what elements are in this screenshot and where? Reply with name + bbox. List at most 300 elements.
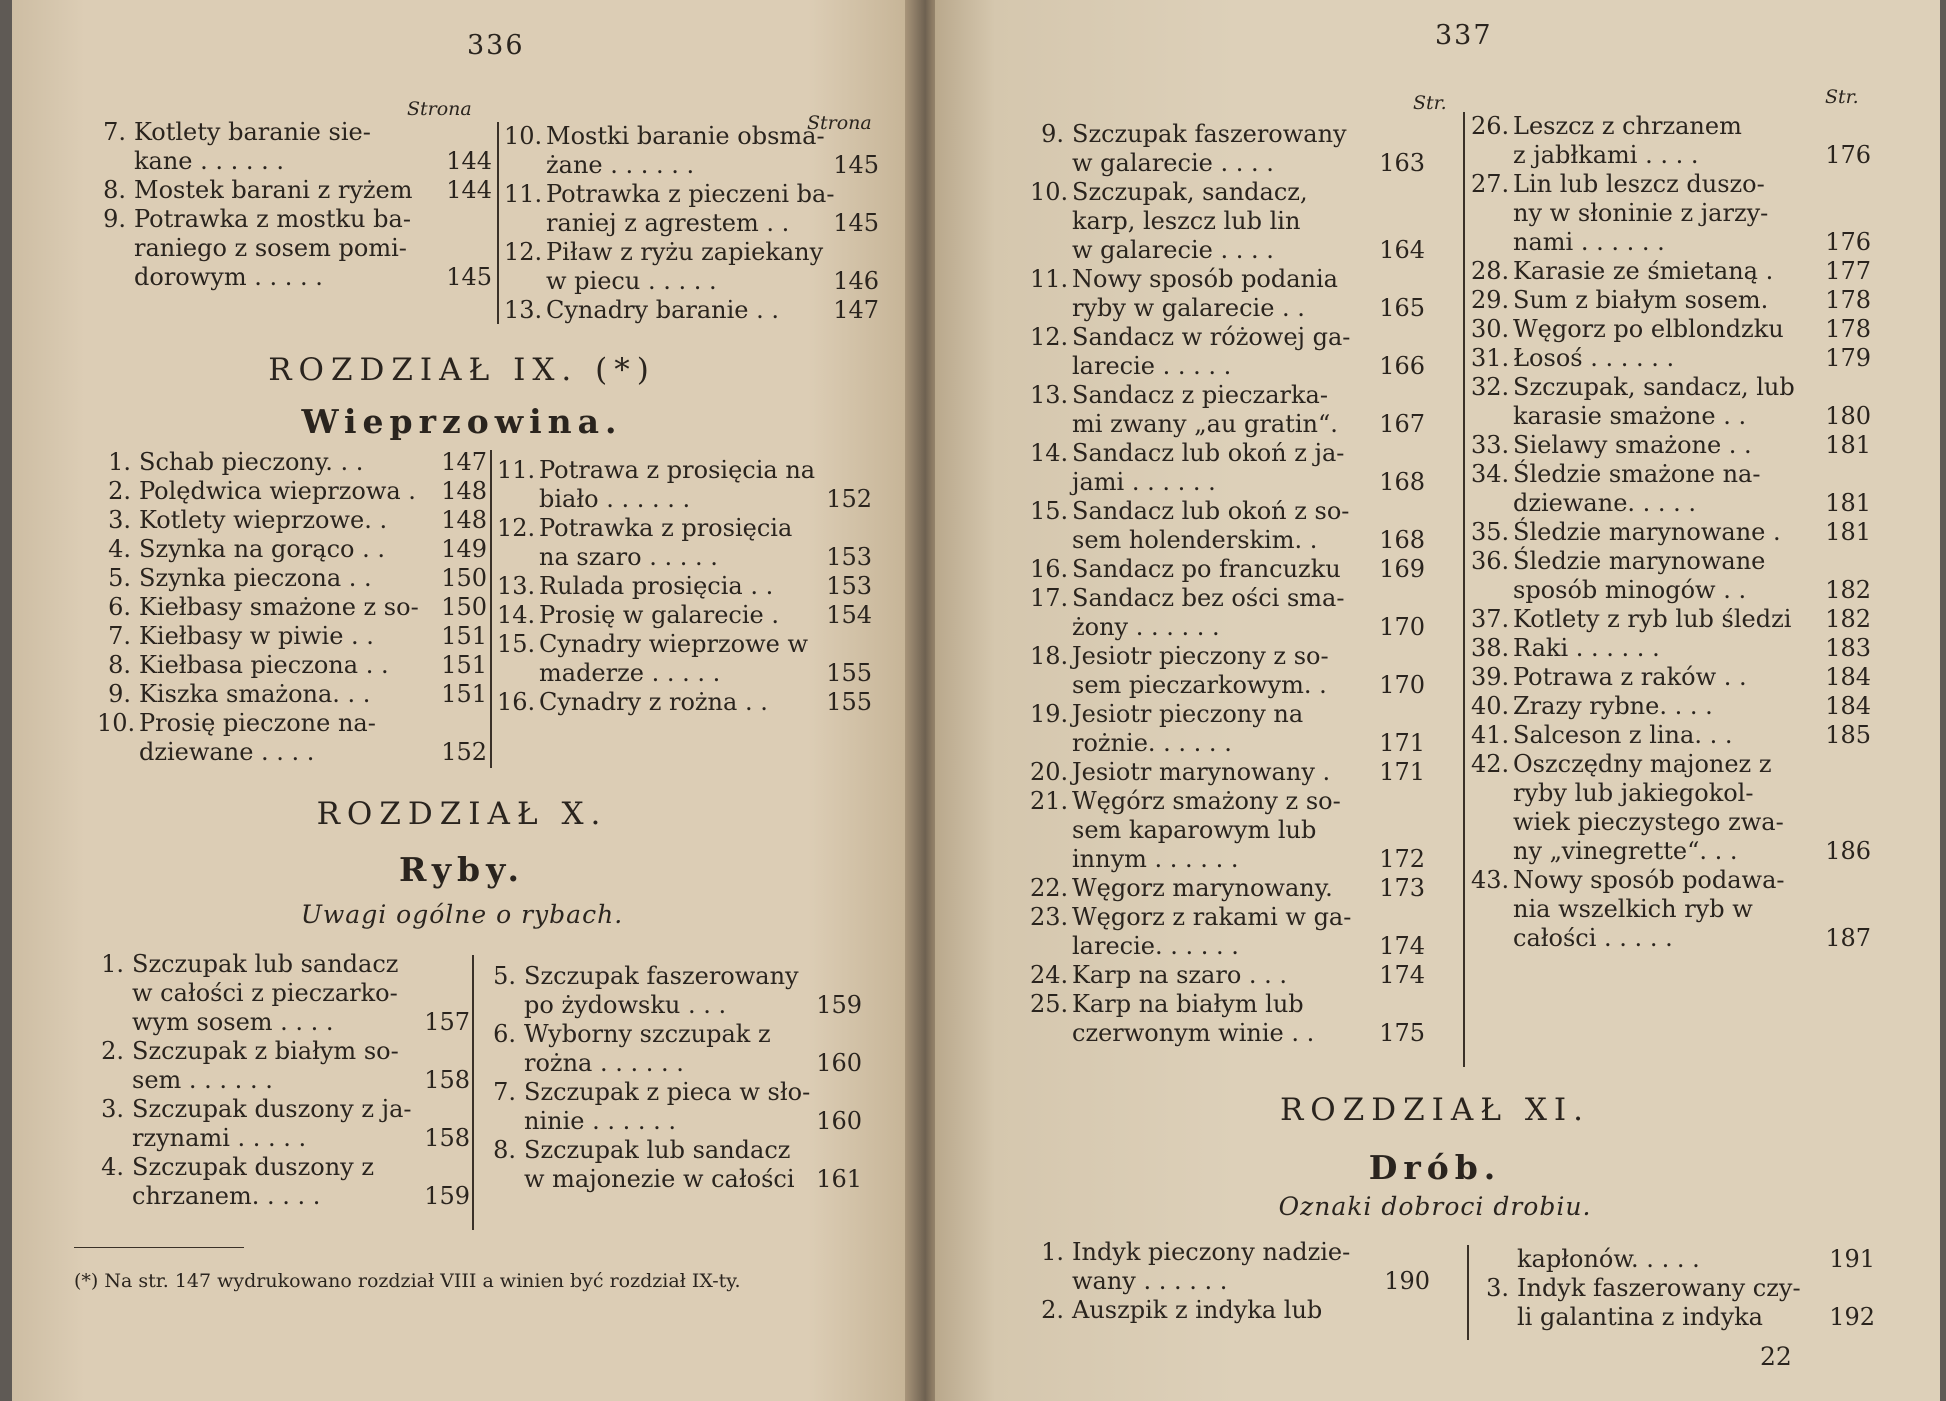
toc-entry-title: Wyborny szczupak z bbox=[524, 1020, 771, 1048]
toc-entry-title: mi zwany „au gratin“. bbox=[1072, 410, 1338, 438]
toc-entry-number bbox=[1030, 526, 1064, 555]
toc-entry-title: Sandacz z pieczarka- bbox=[1072, 381, 1328, 409]
toc-entry-title: Szczupak lub sandacz bbox=[524, 1136, 791, 1164]
toc-entry-number: 17. bbox=[1030, 584, 1069, 612]
toc-entry-number: 13. bbox=[497, 572, 536, 600]
toc-entry-number: 5. bbox=[108, 564, 131, 592]
toc-entry-number bbox=[97, 738, 131, 767]
toc-entry bbox=[1471, 315, 1871, 344]
toc-entry-title: karasie smażone . . bbox=[1513, 402, 1747, 430]
toc-entry-page: 174 bbox=[1379, 961, 1425, 989]
toc-entry-title: sem . . . . . . bbox=[132, 1066, 273, 1094]
toc-entry-number: 25. bbox=[1030, 990, 1069, 1018]
toc-entry-number: 4. bbox=[108, 535, 131, 563]
toc-entry-title: Prosię w galarecie . bbox=[539, 601, 779, 629]
toc-entry bbox=[1030, 381, 1425, 410]
toc-entry bbox=[90, 1066, 470, 1095]
toc-entry-page: 158 bbox=[424, 1124, 470, 1152]
toc-entry-page: 155 bbox=[826, 659, 872, 687]
toc-entry-number bbox=[482, 1049, 516, 1078]
toc-entry-title: rzynami . . . . . bbox=[132, 1124, 307, 1152]
toc-entry-page: 174 bbox=[1379, 932, 1425, 960]
toc-entry-number: 2. bbox=[108, 477, 131, 505]
toc-entry-title: Indyk faszerowany czy- bbox=[1517, 1274, 1801, 1302]
toc-entry bbox=[90, 1153, 470, 1182]
toc-entry-number: 16. bbox=[1030, 555, 1069, 583]
toc-entry bbox=[1471, 547, 1871, 576]
toc-entry-page: 169 bbox=[1379, 555, 1425, 583]
toc-entry-page: 191 bbox=[1829, 1245, 1875, 1273]
toc-entry-title: Lin lub leszcz duszo- bbox=[1513, 170, 1765, 198]
toc-entry bbox=[97, 738, 487, 767]
toc-entry-page: 192 bbox=[1829, 1303, 1875, 1331]
toc-entry-title: Cynadry wieprzowe w bbox=[539, 630, 808, 658]
toc-entry bbox=[482, 962, 862, 991]
toc-entry-title: Szczupak lub sandacz bbox=[132, 950, 399, 978]
toc-entry-number bbox=[1030, 149, 1064, 178]
toc-entry-number: 11. bbox=[497, 456, 536, 484]
toc-entry-number bbox=[1030, 729, 1064, 758]
toc-entry bbox=[1471, 808, 1871, 837]
toc-entry-title: czerwonym winie . . bbox=[1072, 1019, 1315, 1047]
toc-entry-title: Polędwica wieprzowa . bbox=[139, 477, 416, 505]
toc-entry-number: 3. bbox=[108, 506, 131, 534]
toc-entry-title: Potrawka z prosięcia bbox=[539, 514, 793, 542]
toc-entry bbox=[1030, 961, 1425, 990]
toc-entry bbox=[1030, 468, 1425, 497]
chapter-heading-xi: ROZDZIAŁ XI. bbox=[1279, 1092, 1591, 1128]
toc-entry-title: dziewane . . . . bbox=[139, 738, 315, 766]
toc-entry-page: 161 bbox=[816, 1165, 862, 1193]
column-header-strona: Strona bbox=[807, 112, 872, 134]
toc-entry bbox=[1475, 1303, 1875, 1332]
toc-entry bbox=[1030, 323, 1425, 352]
toc-entry-page: 151 bbox=[441, 622, 487, 650]
toc-entry bbox=[1471, 112, 1871, 141]
toc-entry-number bbox=[1030, 671, 1064, 700]
toc-entry bbox=[1030, 294, 1425, 323]
toc-entry bbox=[1471, 141, 1871, 170]
toc-entry-title: larecie . . . . . bbox=[1072, 352, 1232, 380]
column-header-str: Str. bbox=[1825, 86, 1859, 108]
toc-entry-page: 165 bbox=[1379, 294, 1425, 322]
column-divider bbox=[1463, 112, 1465, 1067]
toc-entry-page: 168 bbox=[1379, 526, 1425, 554]
toc-entry-title: w galarecie . . . . bbox=[1072, 149, 1274, 177]
toc-entry-title: Mostki baranie obsma- bbox=[546, 122, 825, 150]
toc-entry bbox=[504, 296, 879, 325]
toc-entry-page: 149 bbox=[441, 535, 487, 563]
toc-entry-number: 16. bbox=[497, 688, 536, 716]
toc-entry-page: 158 bbox=[424, 1066, 470, 1094]
toc-entry-title: Sandacz po francuzku bbox=[1072, 555, 1341, 583]
toc-entry-page: 184 bbox=[1825, 692, 1871, 720]
toc-entry-title: na szaro . . . . . bbox=[539, 543, 718, 571]
toc-entry-title: Leszcz z chrzanem bbox=[1513, 112, 1742, 140]
toc-entry bbox=[1030, 1238, 1430, 1267]
toc-entry-page: 159 bbox=[424, 1182, 470, 1210]
toc-entry-number: 36. bbox=[1471, 547, 1510, 575]
toc-entry-title: Potrawa z prosięcia na bbox=[539, 456, 816, 484]
toc-entry bbox=[1471, 866, 1871, 895]
toc-entry bbox=[1030, 990, 1425, 1019]
toc-entry-title: Karasie ze śmietaną . bbox=[1513, 257, 1774, 285]
toc-entry-title: w piecu . . . . . bbox=[546, 267, 717, 295]
toc-entry-title: Rulada prosięcia . . bbox=[539, 572, 774, 600]
toc-entry-number: 7. bbox=[493, 1078, 516, 1106]
toc-entry-number bbox=[92, 147, 126, 176]
column-divider bbox=[472, 955, 474, 1230]
toc-entry bbox=[97, 593, 487, 622]
toc-entry bbox=[1030, 236, 1425, 265]
toc-entry-page: 181 bbox=[1825, 489, 1871, 517]
right-page bbox=[935, 0, 1940, 1401]
toc-entry-title: sem pieczarkowym. . bbox=[1072, 671, 1327, 699]
toc-entry-number: 33. bbox=[1471, 431, 1510, 459]
toc-entry-number bbox=[482, 991, 516, 1020]
toc-entry-title: sposób minogów . . bbox=[1513, 576, 1747, 604]
chapter-title-ix: Wieprzowina. bbox=[301, 402, 623, 441]
toc-entry bbox=[504, 122, 879, 151]
toc-entry-page: 175 bbox=[1379, 1019, 1425, 1047]
toc-entry-number: 6. bbox=[108, 593, 131, 621]
toc-entry-title: Sandacz lub okoń z ja- bbox=[1072, 439, 1345, 467]
toc-entry-number: 43. bbox=[1471, 866, 1510, 894]
toc-entry bbox=[1471, 895, 1871, 924]
toc-entry-title: Szczupak, sandacz, lub bbox=[1513, 373, 1795, 401]
toc-entry-title: Auszpik z indyka lub bbox=[1072, 1296, 1323, 1324]
toc-entry-page: 144 bbox=[446, 147, 492, 175]
toc-entry-page: 166 bbox=[1379, 352, 1425, 380]
toc-entry-number bbox=[1471, 779, 1505, 808]
toc-entry bbox=[1030, 613, 1425, 642]
toc-entry-page: 173 bbox=[1379, 874, 1425, 902]
toc-entry-title: biało . . . . . . bbox=[539, 485, 691, 513]
toc-entry-page: 151 bbox=[441, 651, 487, 679]
toc-entry-title: Szczupak duszony z bbox=[132, 1153, 374, 1181]
toc-entry bbox=[497, 659, 872, 688]
toc-entry-page: 155 bbox=[826, 688, 872, 716]
toc-entry-title: Potrawka z mostku ba- bbox=[134, 205, 411, 233]
toc-entry-title: Szczupak z pieca w sło- bbox=[524, 1078, 811, 1106]
toc-entry bbox=[1030, 439, 1425, 468]
toc-entry-page: 167 bbox=[1379, 410, 1425, 438]
toc-entry-number: 29. bbox=[1471, 286, 1510, 314]
toc-entry bbox=[497, 514, 872, 543]
toc-entry-number: 11. bbox=[504, 180, 543, 208]
toc-entry bbox=[97, 477, 487, 506]
toc-entry bbox=[497, 572, 872, 601]
toc-entry-number: 12. bbox=[1030, 323, 1069, 351]
toc-entry-title: Szczupak duszony z ja- bbox=[132, 1095, 412, 1123]
toc-entry-number: 42. bbox=[1471, 750, 1510, 778]
toc-entry bbox=[504, 238, 879, 267]
chapter-title-x: Ryby. bbox=[399, 850, 525, 889]
toc-entry-number bbox=[497, 543, 531, 572]
toc-entry-page: 145 bbox=[446, 263, 492, 291]
toc-entry-number: 12. bbox=[497, 514, 536, 542]
toc-entry-page: 147 bbox=[441, 448, 487, 476]
signature-mark: 22 bbox=[1760, 1342, 1792, 1371]
toc-entry-page: 185 bbox=[1825, 721, 1871, 749]
toc-entry-number: 26. bbox=[1471, 112, 1510, 140]
toc-entry bbox=[92, 205, 492, 234]
toc-entry-number bbox=[1471, 837, 1505, 866]
toc-entry-title: Karp na szaro . . . bbox=[1072, 961, 1288, 989]
toc-entry bbox=[1030, 207, 1425, 236]
toc-entry-page: 180 bbox=[1825, 402, 1871, 430]
column-header-str: Str. bbox=[1413, 92, 1447, 114]
toc-entry bbox=[497, 630, 872, 659]
toc-column-ch10-4 bbox=[1471, 112, 1871, 953]
toc-entry bbox=[504, 209, 879, 238]
toc-entry-number: 11. bbox=[1030, 265, 1069, 293]
toc-entry-number bbox=[1471, 199, 1505, 228]
toc-entry-title: Sandacz bez ości sma- bbox=[1072, 584, 1345, 612]
toc-entry-title: Szczupak faszerowany bbox=[524, 962, 799, 990]
toc-entry bbox=[482, 1136, 862, 1165]
toc-entry-page: 153 bbox=[826, 572, 872, 600]
toc-entry bbox=[1030, 903, 1425, 932]
chapter-heading-ix: ROZDZIAŁ IX. (*) bbox=[268, 352, 656, 388]
toc-entry-number bbox=[1471, 895, 1505, 924]
toc-entry-page: 160 bbox=[816, 1049, 862, 1077]
toc-entry-number: 28. bbox=[1471, 257, 1510, 285]
toc-entry-number: 12. bbox=[504, 238, 543, 266]
toc-entry-title: Kotlety wieprzowe. . bbox=[139, 506, 388, 534]
toc-entry bbox=[92, 147, 492, 176]
toc-entry-page: 157 bbox=[424, 1008, 470, 1036]
toc-entry-title: kane . . . . . . bbox=[134, 147, 285, 175]
toc-entry-page: 184 bbox=[1825, 663, 1871, 691]
toc-entry-page: 160 bbox=[816, 1107, 862, 1135]
toc-entry-number: 19. bbox=[1030, 700, 1069, 728]
toc-entry bbox=[504, 151, 879, 180]
toc-entry-title: Jesiotr marynowany . bbox=[1072, 758, 1331, 786]
toc-entry bbox=[1471, 257, 1871, 286]
toc-entry-title: raniej z agrestem . . bbox=[546, 209, 790, 237]
toc-entry bbox=[1471, 373, 1871, 402]
toc-entry bbox=[504, 180, 879, 209]
toc-entry bbox=[1030, 352, 1425, 381]
column-divider bbox=[1467, 1245, 1469, 1340]
toc-entry-number: 22. bbox=[1030, 874, 1069, 902]
toc-entry-title: ryby lub jakiegokol- bbox=[1513, 779, 1754, 807]
toc-entry-title: Oszczędny majonez z bbox=[1513, 750, 1772, 778]
toc-entry-page: 181 bbox=[1825, 431, 1871, 459]
toc-entry-number bbox=[1030, 236, 1064, 265]
toc-entry bbox=[1471, 779, 1871, 808]
toc-entry bbox=[90, 1037, 470, 1066]
toc-column-ch11-1 bbox=[1030, 1238, 1430, 1325]
toc-entry-title: Sandacz lub okoń z so- bbox=[1072, 497, 1350, 525]
toc-entry-title: Węgorz marynowany. bbox=[1072, 874, 1333, 902]
toc-entry bbox=[504, 267, 879, 296]
toc-entry-number bbox=[92, 263, 126, 292]
toc-entry bbox=[97, 651, 487, 680]
toc-entry-number bbox=[1471, 924, 1505, 953]
toc-entry-page: 187 bbox=[1825, 924, 1871, 952]
toc-entry-number bbox=[1471, 489, 1505, 518]
toc-entry-page: 170 bbox=[1379, 671, 1425, 699]
toc-column-ch9-cont-2 bbox=[504, 122, 879, 325]
toc-entry-title: Szczupak z białym so- bbox=[132, 1037, 399, 1065]
toc-entry-page: 146 bbox=[833, 267, 879, 295]
toc-entry-number: 37. bbox=[1471, 605, 1510, 633]
toc-entry-title: Cynadry baranie . . bbox=[546, 296, 780, 324]
toc-entry-title: Sandacz w różowej ga- bbox=[1072, 323, 1351, 351]
toc-entry-title: Kiełbasa pieczona . . bbox=[139, 651, 389, 679]
toc-column-ch10-2 bbox=[482, 962, 862, 1194]
toc-entry bbox=[97, 622, 487, 651]
toc-entry bbox=[497, 543, 872, 572]
toc-entry bbox=[482, 991, 862, 1020]
toc-entry bbox=[1471, 721, 1871, 750]
toc-entry-number: 9. bbox=[1041, 120, 1064, 148]
toc-entry-number: 13. bbox=[504, 296, 543, 324]
toc-entry bbox=[1475, 1274, 1875, 1303]
toc-entry-number bbox=[497, 659, 531, 688]
toc-entry bbox=[1030, 932, 1425, 961]
toc-entry-number: 10. bbox=[504, 122, 543, 150]
chapter-note-xi: Oznaki dobroci drobiu. bbox=[1278, 1192, 1592, 1221]
toc-entry-number bbox=[1030, 845, 1064, 874]
toc-entry-number bbox=[497, 485, 531, 514]
toc-entry-title: Kiełbasy w piwie . . bbox=[139, 622, 374, 650]
toc-entry-page: 179 bbox=[1825, 344, 1871, 372]
toc-entry bbox=[482, 1165, 862, 1194]
toc-entry bbox=[1471, 576, 1871, 605]
toc-entry-page: 182 bbox=[1825, 576, 1871, 604]
toc-entry-page: 148 bbox=[441, 477, 487, 505]
toc-entry-number: 15. bbox=[1030, 497, 1069, 525]
toc-entry bbox=[1030, 1267, 1430, 1296]
column-divider bbox=[497, 122, 499, 324]
toc-entry-title: Zrazy rybne. . . . bbox=[1513, 692, 1713, 720]
toc-entry-number: 2. bbox=[1041, 1296, 1064, 1324]
toc-entry-title: Śledzie marynowane bbox=[1513, 547, 1766, 575]
toc-entry bbox=[90, 979, 470, 1008]
toc-column-ch11-2 bbox=[1475, 1245, 1875, 1332]
page-number-right: 337 bbox=[1435, 20, 1493, 51]
toc-entry-page: 150 bbox=[441, 593, 487, 621]
toc-entry-number: 8. bbox=[103, 176, 126, 204]
toc-entry bbox=[1471, 286, 1871, 315]
toc-entry-page: 181 bbox=[1825, 518, 1871, 546]
toc-entry-page: 159 bbox=[816, 991, 862, 1019]
toc-entry-number: 21. bbox=[1030, 787, 1069, 815]
toc-entry-page: 145 bbox=[833, 151, 879, 179]
column-header-strona: Strona bbox=[407, 98, 472, 120]
toc-entry-title: w majonezie w całości bbox=[524, 1165, 795, 1193]
toc-entry bbox=[92, 263, 492, 292]
toc-entry bbox=[97, 564, 487, 593]
toc-entry bbox=[1471, 750, 1871, 779]
toc-entry-page: 176 bbox=[1825, 228, 1871, 256]
toc-entry-title: li galantina z indyka bbox=[1517, 1303, 1763, 1331]
toc-entry-number: 1. bbox=[101, 950, 124, 978]
toc-entry-title: sem kaparowym lub bbox=[1072, 816, 1317, 844]
toc-entry bbox=[1471, 402, 1871, 431]
toc-entry bbox=[1030, 120, 1425, 149]
toc-entry-number: 13. bbox=[1030, 381, 1069, 409]
toc-entry bbox=[482, 1078, 862, 1107]
toc-entry bbox=[97, 680, 487, 709]
toc-entry bbox=[90, 1182, 470, 1211]
toc-entry bbox=[1471, 924, 1871, 953]
toc-entry-page: 178 bbox=[1825, 315, 1871, 343]
toc-entry-number: 8. bbox=[108, 651, 131, 679]
toc-entry bbox=[97, 506, 487, 535]
toc-entry-number: 39. bbox=[1471, 663, 1510, 691]
toc-entry bbox=[1471, 431, 1871, 460]
toc-entry-number: 30. bbox=[1471, 315, 1510, 343]
toc-entry-page: 177 bbox=[1825, 257, 1871, 285]
toc-entry-number bbox=[482, 1107, 516, 1136]
toc-entry bbox=[1030, 642, 1425, 671]
toc-entry-title: Schab pieczony. . . bbox=[139, 448, 364, 476]
toc-entry bbox=[1475, 1245, 1875, 1274]
toc-entry bbox=[1471, 837, 1871, 866]
toc-entry-number: 41. bbox=[1471, 721, 1510, 749]
toc-entry bbox=[97, 535, 487, 564]
toc-entry-page: 172 bbox=[1379, 845, 1425, 873]
toc-entry-page: 147 bbox=[833, 296, 879, 324]
toc-entry bbox=[1471, 518, 1871, 547]
toc-entry-title: Potrawa z raków . . bbox=[1513, 663, 1747, 691]
toc-entry bbox=[1471, 170, 1871, 199]
toc-entry-number: 9. bbox=[108, 680, 131, 708]
toc-entry-title: Śledzie smażone na- bbox=[1513, 460, 1761, 488]
toc-entry-page: 178 bbox=[1825, 286, 1871, 314]
toc-entry-title: Węgorz po elblondzku bbox=[1513, 315, 1784, 343]
toc-entry-title: sem holenderskim. . bbox=[1072, 526, 1318, 554]
toc-entry-number bbox=[90, 1124, 124, 1153]
toc-entry bbox=[1030, 410, 1425, 439]
toc-entry-page: 148 bbox=[441, 506, 487, 534]
toc-entry bbox=[1030, 265, 1425, 294]
toc-entry-title: Nowy sposób podawa- bbox=[1513, 866, 1785, 894]
toc-entry bbox=[1030, 497, 1425, 526]
toc-entry-title: ny „vinegrette“. . . bbox=[1513, 837, 1738, 865]
toc-entry bbox=[482, 1049, 862, 1078]
toc-entry-number: 24. bbox=[1030, 961, 1069, 989]
toc-entry-title: ny w słoninie z jarzy- bbox=[1513, 199, 1769, 227]
toc-entry bbox=[1030, 584, 1425, 613]
toc-entry-number: 6. bbox=[493, 1020, 516, 1048]
column-divider bbox=[490, 450, 492, 768]
toc-entry-title: żane . . . . . . bbox=[546, 151, 695, 179]
toc-entry bbox=[1030, 149, 1425, 178]
toc-entry-title: dorowym . . . . . bbox=[134, 263, 323, 291]
toc-entry-page: 190 bbox=[1384, 1267, 1430, 1295]
page-number-left: 336 bbox=[467, 30, 525, 61]
toc-entry-number: 27. bbox=[1471, 170, 1510, 198]
toc-entry-page: 183 bbox=[1825, 634, 1871, 662]
toc-entry-title: całości . . . . . bbox=[1513, 924, 1673, 952]
toc-entry-number bbox=[1475, 1245, 1509, 1274]
toc-entry-number bbox=[1471, 576, 1505, 605]
toc-entry-page: 152 bbox=[441, 738, 487, 766]
toc-entry-number bbox=[1475, 1303, 1509, 1332]
toc-entry-number: 1. bbox=[1041, 1238, 1064, 1266]
toc-entry-title: jami . . . . . . bbox=[1072, 468, 1216, 496]
toc-entry-number: 15. bbox=[497, 630, 536, 658]
toc-entry-title: ninie . . . . . . bbox=[524, 1107, 677, 1135]
toc-column-ch9-2 bbox=[497, 456, 872, 717]
toc-entry-title: dziewane. . . . . bbox=[1513, 489, 1697, 517]
toc-entry bbox=[90, 950, 470, 979]
